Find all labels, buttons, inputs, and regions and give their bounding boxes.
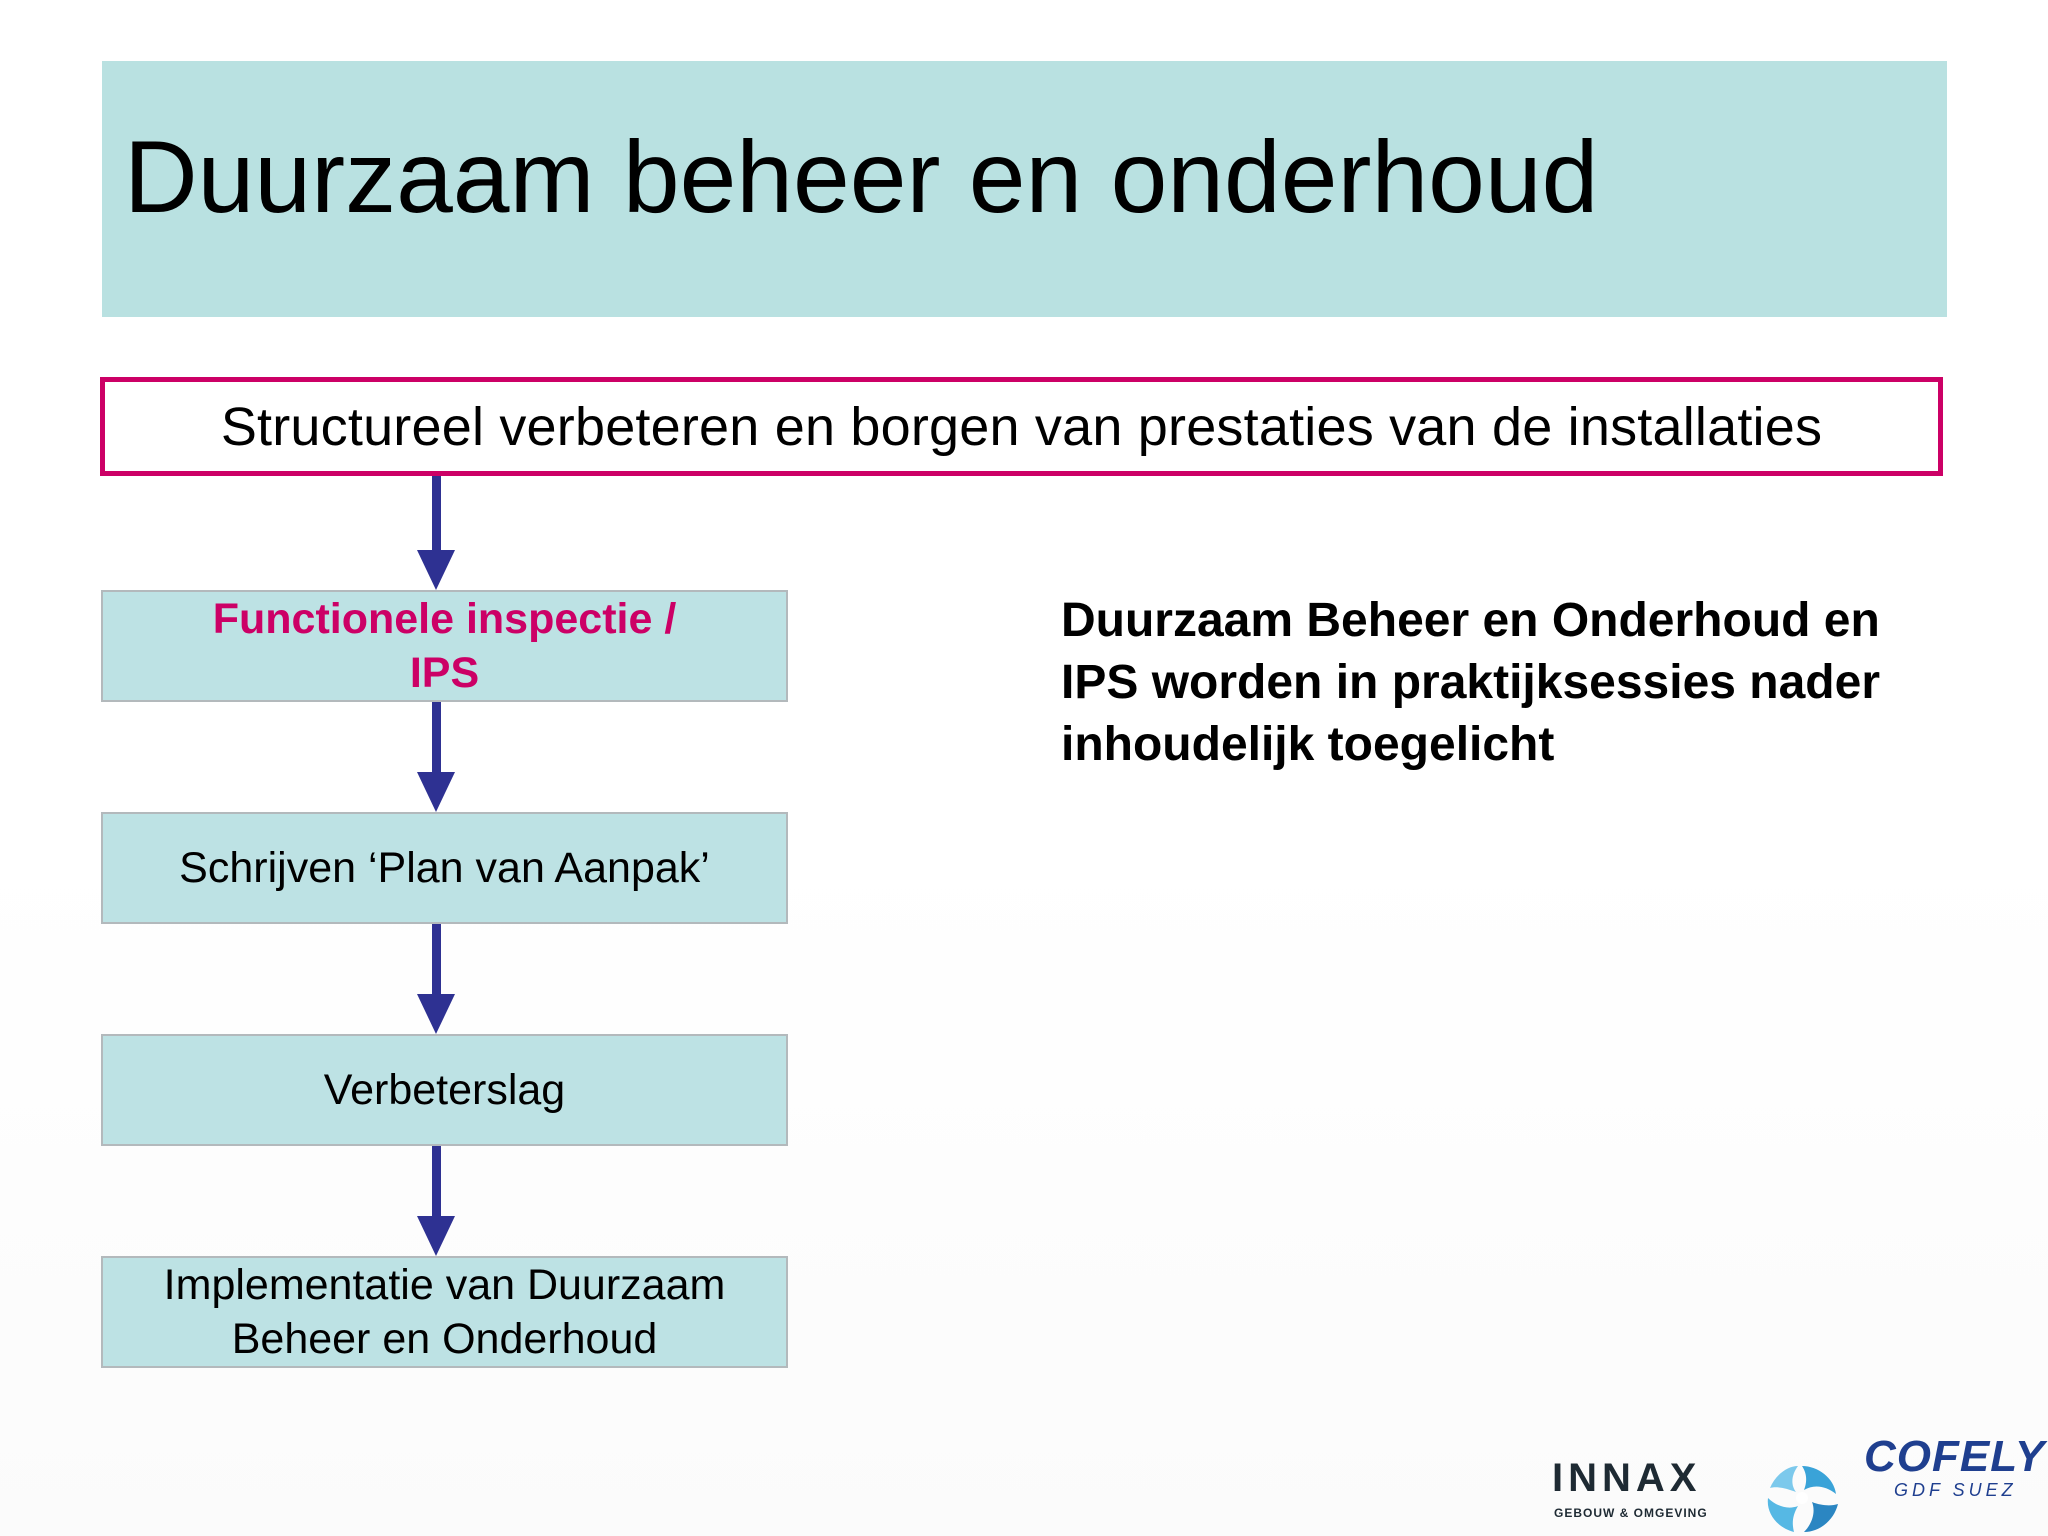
goal-text: Structureel verbeteren en borgen van prestaties van de installaties <box>220 396 1823 457</box>
goal-box <box>100 377 1943 476</box>
side-note: Duurzaam Beheer en Onderhoud en IPS worden in praktijksessies nader inhoudelijk toegelicht <box>1061 594 1880 771</box>
flow-step-label: Functionele inspectie / IPS <box>212 595 677 697</box>
arrow-down-icon <box>416 922 456 1034</box>
flow-step-verbeterslag <box>101 1034 788 1146</box>
arrow-down-icon <box>416 476 456 590</box>
flow-step-functionele-inspectie <box>101 590 788 702</box>
flow-step-implementatie <box>101 1256 788 1368</box>
flow-step-label: Verbeterslag <box>323 1066 566 1114</box>
cofely-wordmark: COFELY <box>1864 1432 2046 1481</box>
flow-step-label: Implementatie van Duurzaam Beheer en Onderhoud <box>163 1261 726 1363</box>
cofely-logo <box>1864 1432 2044 1522</box>
arrow-down-icon <box>416 700 456 812</box>
flow-step-plan-van-aanpak <box>101 812 788 924</box>
innax-swirl-icon <box>1760 1460 1844 1536</box>
logo-area <box>1528 1416 2048 1536</box>
cofely-tagline: GDF SUEZ <box>1894 1480 2017 1500</box>
innax-logo <box>1552 1456 1852 1536</box>
flow-step-label: Schrijven ‘Plan van Aanpak’ <box>179 844 710 892</box>
arrow-down-icon <box>416 1144 456 1256</box>
slide-title: Duurzaam beheer en onderhoud <box>124 120 1599 234</box>
innax-tagline: GEBOUW & OMGEVING <box>1554 1506 1708 1520</box>
innax-wordmark: INNAX <box>1552 1456 1702 1500</box>
